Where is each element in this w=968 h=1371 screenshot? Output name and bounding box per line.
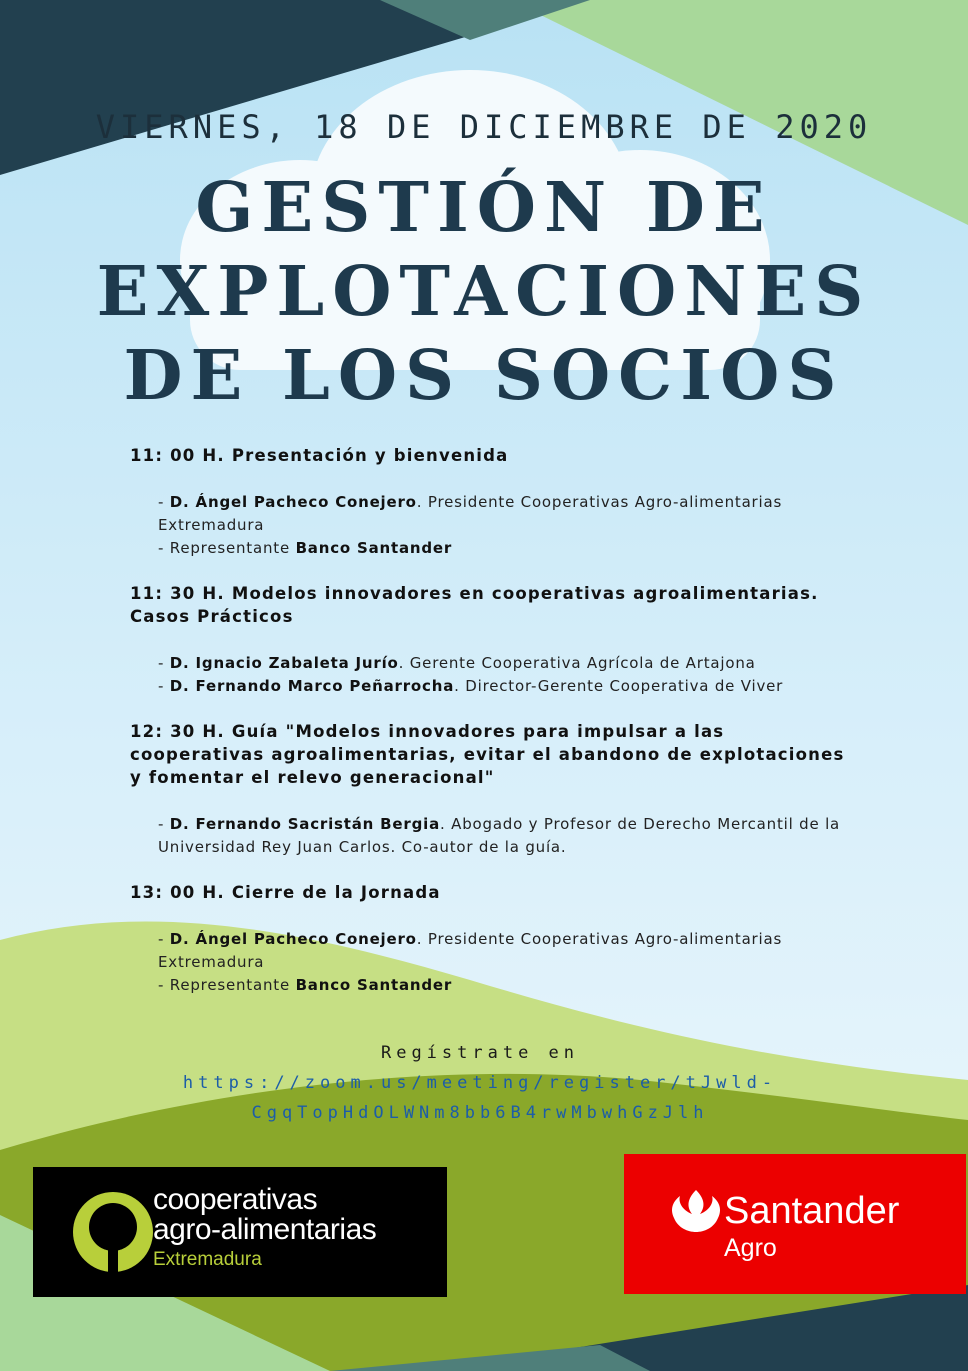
title-line-3: DE LOS SOCIOS xyxy=(123,336,845,416)
register-link-part-2[interactable]: CgqTopHdOLWNm8bb6B4rwMbwhGzJlh xyxy=(251,1103,709,1123)
santander-logo xyxy=(624,1154,966,1294)
register-link-part-1[interactable]: https://zoom.us/meeting/register/tJwld- xyxy=(182,1073,778,1093)
speaker-role: . Presidente Cooperativas Agro-alimentarias Extremadura xyxy=(158,930,783,971)
speaker-name: Banco Santander xyxy=(295,976,453,994)
event-date: VIERNES, 18 DE DICIEMBRE DE 2020 xyxy=(95,108,873,146)
program-slot-1-title: 11: 00 H. Presentación y bienvenida xyxy=(130,446,509,465)
program-slot-4-title: 13: 00 H. Cierre de la Jornada xyxy=(130,883,441,902)
speaker-name: D. Ángel Pacheco Conejero xyxy=(169,493,417,511)
program-slot-1-speakers xyxy=(158,491,850,560)
santander-name: Santander xyxy=(724,1190,900,1232)
program-slot-2-speakers xyxy=(158,652,850,698)
santander-flame-icon xyxy=(670,1188,722,1236)
santander-sub: Agro xyxy=(724,1234,777,1262)
program-slot-2-title: 11: 30 H. Modelos innovadores en cooperativas agroalimentarias. Casos Prácticos xyxy=(130,584,819,626)
coop-line-1: cooperativas xyxy=(153,1183,318,1216)
speaker-name: D. Ignacio Zabaleta Jurío xyxy=(169,654,399,672)
speaker-line: - Representante Banco Santander xyxy=(158,539,453,557)
speaker-prefix: Representante xyxy=(169,539,296,557)
speaker-role: . Abogado y Profesor de Derecho Mercantil de la Universidad Rey Juan Carlos. Co-autor de la guía. xyxy=(158,815,841,856)
speaker-line: - D. Ángel Pacheco Conejero. Presidente Cooperativas Agro-alimentarias Extremadura xyxy=(158,493,783,534)
speaker-line: - Representante Banco Santander xyxy=(158,976,453,994)
speaker-line: - D. Fernando Marco Peñarrocha. Director-Gerente Cooperativa de Viver xyxy=(158,677,784,695)
speaker-name: D. Fernando Marco Peñarrocha xyxy=(169,677,455,695)
speaker-line: - D. Ignacio Zabaleta Jurío. Gerente Cooperativa Agrícola de Artajona xyxy=(158,654,756,672)
speaker-role: . Director-Gerente Cooperativa de Viver xyxy=(454,677,784,695)
program-slot-3-speakers xyxy=(158,813,850,859)
speaker-name: D. Ángel Pacheco Conejero xyxy=(169,930,417,948)
program-slot-3-title: 12: 30 H. Guía "Modelos innovadores para impulsar a las cooperativas agroalimentarias, evitar el abandono de explotaciones y fomentar el relevo generacional" xyxy=(130,722,845,787)
speaker-name: D. Fernando Sacristán Bergia xyxy=(169,815,440,833)
registration-block xyxy=(120,1038,840,1128)
speaker-line: - D. Ángel Pacheco Conejero. Presidente Cooperativas Agro-alimentarias Extremadura xyxy=(158,930,783,971)
cooperativas-emblem-icon xyxy=(68,1187,158,1277)
santander-text xyxy=(724,1190,899,1264)
title-line-2: EXPLOTACIONES xyxy=(96,252,872,332)
speaker-name: Banco Santander xyxy=(295,539,453,557)
speaker-role: . Gerente Cooperativa Agrícola de Artajona xyxy=(398,654,756,672)
coop-line-2: agro-alimentarias xyxy=(153,1213,377,1246)
speaker-line: - D. Fernando Sacristán Bergia. Abogado y Profesor de Derecho Mercantil de la Universidad Rey Juan Carlos. Co-autor de la guía. xyxy=(158,815,841,856)
cooperativas-text xyxy=(153,1185,376,1275)
program xyxy=(130,444,850,997)
cooperativas-logo xyxy=(33,1167,447,1297)
program-slot-4-speakers xyxy=(158,928,850,997)
coop-line-3: Extremadura xyxy=(153,1249,262,1270)
title-line-1: GESTIÓN DE xyxy=(195,168,773,248)
speaker-prefix: Representante xyxy=(169,976,296,994)
speaker-role: . Presidente Cooperativas Agro-alimentarias Extremadura xyxy=(158,493,783,534)
register-label: Regístrate en xyxy=(380,1043,580,1063)
